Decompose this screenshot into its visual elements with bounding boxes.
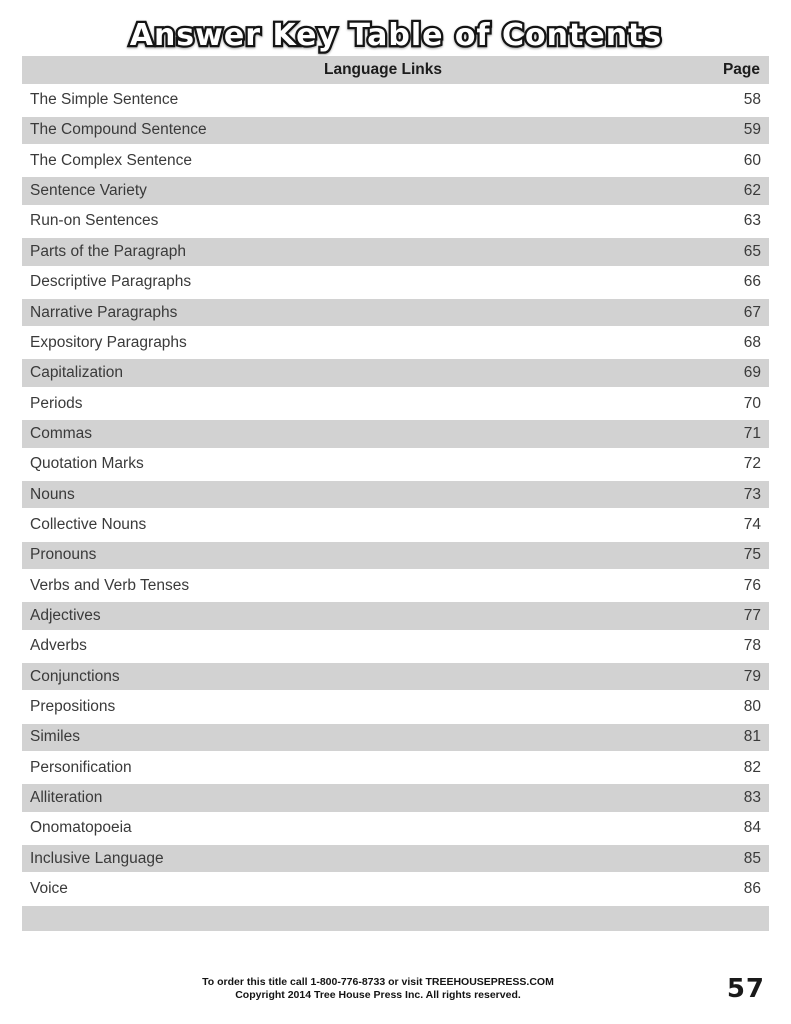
toc-entry-label: Commas xyxy=(30,424,93,442)
toc-entry-label: The Simple Sentence xyxy=(30,91,179,109)
toc-entry-page-number: 70 xyxy=(743,394,761,412)
toc-entry-label: Collective Nouns xyxy=(30,515,147,533)
toc-entry-label: Prepositions xyxy=(30,697,116,715)
toc-entry-label: Pronouns xyxy=(30,546,97,564)
toc-entry-page-number: 65 xyxy=(743,242,761,260)
page-title: Answer Key Table of Contents xyxy=(129,18,662,53)
table-row xyxy=(22,724,769,752)
toc-entry-label: Adjectives xyxy=(30,606,101,624)
table-row xyxy=(22,359,769,387)
toc-entry-page-number: 84 xyxy=(743,819,761,837)
toc-entry-page-number: 80 xyxy=(743,697,761,715)
table-row xyxy=(22,147,769,175)
table-row xyxy=(22,784,769,812)
table-row xyxy=(22,663,769,691)
toc-header-section: Language Links xyxy=(324,60,442,78)
toc-entry-label: Adverbs xyxy=(30,637,87,655)
toc-entry-page-number: 59 xyxy=(743,121,761,139)
table-row xyxy=(22,481,769,509)
toc-entry-page-number: 62 xyxy=(743,182,761,200)
table-row xyxy=(22,875,769,903)
table-row xyxy=(22,268,769,296)
table-row xyxy=(22,177,769,205)
empty-row xyxy=(22,906,769,931)
toc-entry-label: Onomatopoeia xyxy=(30,819,132,837)
table-row xyxy=(22,86,769,114)
toc-rows-container xyxy=(22,86,769,902)
table-row xyxy=(22,329,769,357)
toc-entry-page-number: 86 xyxy=(743,880,761,898)
toc-entry-label: Conjunctions xyxy=(30,667,120,685)
table-row xyxy=(22,299,769,327)
toc-entry-label: Capitalization xyxy=(30,364,124,382)
table-row xyxy=(22,450,769,478)
toc-entry-page-number: 58 xyxy=(743,91,761,109)
table-of-contents xyxy=(22,56,769,931)
toc-entry-page-number: 66 xyxy=(743,273,761,291)
toc-entry-label: The Complex Sentence xyxy=(30,151,192,169)
toc-entry-label: Quotation Marks xyxy=(30,455,144,473)
toc-header-row xyxy=(22,56,769,84)
toc-entry-label: Parts of the Paragraph xyxy=(30,242,186,260)
toc-entry-label: Voice xyxy=(30,880,68,898)
toc-entry-page-number: 73 xyxy=(743,485,761,503)
toc-entry-page-number: 75 xyxy=(743,546,761,564)
table-row xyxy=(22,390,769,418)
toc-entry-label: The Compound Sentence xyxy=(30,121,207,139)
toc-entry-page-number: 82 xyxy=(743,758,761,776)
footer-copyright-line: Copyright 2014 Tree House Press Inc. All rights reserved. xyxy=(235,989,521,1001)
toc-header-page: Page xyxy=(722,60,760,78)
toc-entry-page-number: 68 xyxy=(743,333,761,351)
table-row xyxy=(22,117,769,145)
table-row xyxy=(22,845,769,873)
table-row xyxy=(22,420,769,448)
table-row xyxy=(22,511,769,539)
toc-entry-page-number: 60 xyxy=(743,151,761,169)
toc-entry-page-number: 71 xyxy=(743,424,761,442)
toc-entry-page-number: 77 xyxy=(743,606,761,624)
toc-entry-label: Sentence Variety xyxy=(30,182,147,200)
toc-entry-page-number: 69 xyxy=(743,364,761,382)
table-row xyxy=(22,602,769,630)
toc-entry-page-number: 63 xyxy=(743,212,761,230)
toc-entry-page-number: 78 xyxy=(743,637,761,655)
table-row xyxy=(22,815,769,843)
toc-entry-label: Verbs and Verb Tenses xyxy=(30,576,190,594)
table-row xyxy=(22,542,769,570)
toc-entry-label: Personification xyxy=(30,758,132,776)
toc-entry-page-number: 76 xyxy=(743,576,761,594)
toc-entry-page-number: 79 xyxy=(743,667,761,685)
toc-entry-page-number: 74 xyxy=(743,515,761,533)
table-row xyxy=(22,238,769,266)
table-row xyxy=(22,208,769,236)
footer-order-line: To order this title call 1-800-776-8733 or visit TREEHOUSEPRESS.COM xyxy=(202,976,554,988)
toc-entry-page-number: 72 xyxy=(743,455,761,473)
table-row xyxy=(22,633,769,661)
toc-entry-label: Periods xyxy=(30,394,83,412)
toc-entry-label: Run-on Sentences xyxy=(30,212,159,230)
page-number: 57 xyxy=(726,974,765,1004)
table-row xyxy=(22,572,769,600)
toc-entry-page-number: 83 xyxy=(743,789,761,806)
toc-entry-label: Inclusive Language xyxy=(30,849,164,867)
page-title-graphic xyxy=(116,10,676,58)
toc-entry-page-number: 81 xyxy=(743,728,761,746)
table-row xyxy=(22,754,769,782)
toc-entry-label: Narrative Paragraphs xyxy=(30,303,178,321)
toc-entry-label: Similes xyxy=(30,728,80,746)
footer xyxy=(0,976,756,1002)
toc-entry-label: Expository Paragraphs xyxy=(30,333,187,351)
toc-entry-label: Alliteration xyxy=(30,789,103,806)
table-row xyxy=(22,693,769,721)
toc-entry-page-number: 85 xyxy=(743,849,761,867)
toc-entry-page-number: 67 xyxy=(743,303,761,321)
toc-entry-label: Nouns xyxy=(30,485,75,503)
toc-entry-label: Descriptive Paragraphs xyxy=(30,273,192,291)
